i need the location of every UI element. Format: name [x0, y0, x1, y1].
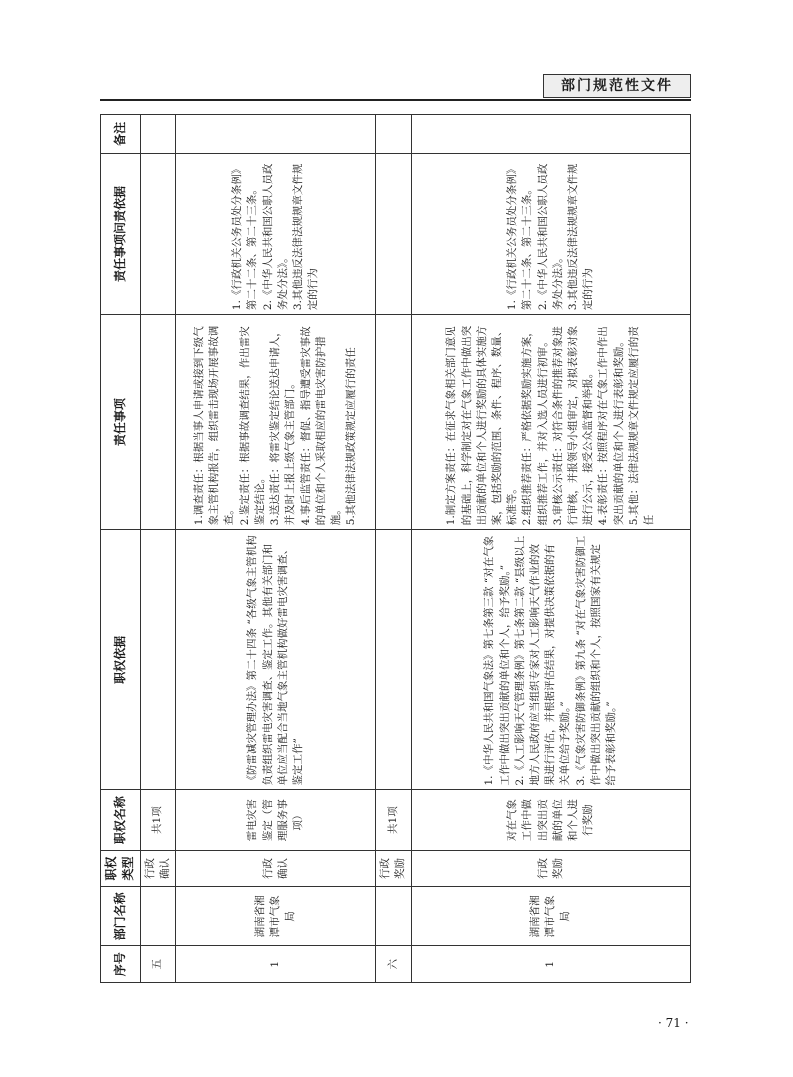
table-header-row [101, 115, 141, 983]
row-dept: 湖南省湘潭市气象局 [411, 887, 690, 946]
col-header-duty-basis: 责任事项问责依据 [101, 153, 141, 314]
section-type: 行政奖励 [376, 850, 411, 887]
section-seq: 五 [140, 946, 175, 983]
header-rule [100, 99, 691, 101]
row-duty-basis: 1.《行政机关公务员处分条例》第二十二条、第二十三条。 2.《中华人民共和国公职人员政务处分法》。 3.其他违反法律法规规章文件规定的行为 [411, 153, 690, 314]
row-type: 行政确认 [176, 850, 376, 887]
col-header-dept: 部门名称 [101, 887, 141, 946]
col-header-note: 备注 [101, 115, 141, 154]
section-type: 行政确认 [140, 850, 175, 887]
col-header-duty: 责任事项 [101, 315, 141, 530]
row-note [411, 115, 690, 154]
row-seq: 1 [176, 946, 376, 983]
responsibility-table [100, 114, 691, 983]
row-duty: 1.调查责任：根据当事人申请或接到下级气象主管机构报告，组织雷击现场开展事故调查。 2.鉴定责任：根据事故调查结果，作出雷灾鉴定结论。 3.送达责任：将雷灾鉴定结论送达申请人，并及时上报上级气象主管部门。 4.事后监管责任：督促、指导遭受雷灾事故的单位和个人采取相应的雷电灾害防护措施。 5.其他法律法规政策规定应履行的责任 [176, 315, 376, 530]
table-wrapper [100, 114, 691, 983]
row-duty-basis: 1.《行政机关公务员处分条例》第二十二条、第二十三条。 2.《中华人民共和国公职人员政务处分法》。 3.其他违反法律法规规章文件规定的行为 [176, 153, 376, 314]
row-name: 对在气象工作中做出突出贡献的单位和个人进行奖励 [411, 790, 690, 850]
table-row [176, 115, 376, 983]
section-count: 共1项 [376, 790, 411, 850]
table-row [411, 115, 690, 983]
section-row-5 [140, 115, 175, 983]
section-seq: 六 [376, 946, 411, 983]
rotated-table-container [100, 114, 691, 983]
col-header-name: 职权名称 [101, 790, 141, 850]
section-count: 共1项 [140, 790, 175, 850]
col-header-basis: 职权依据 [101, 530, 141, 790]
row-name: 雷电灾害鉴定（管理服务事项） [176, 790, 376, 850]
col-header-seq: 序号 [101, 946, 141, 983]
row-basis: 1.《中华人民共和国气象法》第七条第三款 “对在气象工作中做出突出贡献的单位和个人，给予奖励。” 2.《人工影响天气管理条例》第七条第二款 “县级以上地方人民政府应当组织专家对人工影响天气作业的效果进行评估，并根据评估结果，对提供决策依据的有关单位给予奖励。” 3.《气象灾害防御条例》第九条 “对在气象灾害防御工作中做出突出贡献的组织和个人，按照国家有关规定给予表彰和奖励。” [411, 530, 690, 790]
row-dept: 湖南省湘潭市气象局 [176, 887, 376, 946]
page-number: · 71 · [658, 1016, 689, 1030]
section-row-6 [376, 115, 411, 983]
document-category-label: 部门规范性文件 [543, 74, 691, 98]
col-header-type: 职权类型 [101, 850, 141, 887]
row-duty: 1.制定方案责任：在征求气象相关部门意见的基础上，科学制定对在气象工作中做出突出贡献的单位和个人进行奖励的具体实施方案，包括奖励的范围、条件、程序、数量、标准等。 2.组织推荐责任：严格依据奖励实施方案，组织推荐工作，并对入选人员进行初审。 3.审核公示责任：对符合条件的推荐对象进行审核，并报领导小组审定，对拟表彰对象进行公示，接受公众监督和举报。 4.表彰责任：按照程序对在气象工作中作出突出贡献的单位和个人进行表彰和奖励。 5.其他：法律法规规章文件规定应履行的责任 [411, 315, 690, 530]
row-note [176, 115, 376, 154]
row-type: 行政奖励 [411, 850, 690, 887]
row-seq: 1 [411, 946, 690, 983]
row-basis: 《防雷减灾管理办法》第二十四条 “各级气象主管机构负责组织雷电灾害调查、鉴定工作。其他有关部门和单位应当配合当地气象主管机构做好雷电灾害调查、鉴定工作” [176, 530, 376, 790]
